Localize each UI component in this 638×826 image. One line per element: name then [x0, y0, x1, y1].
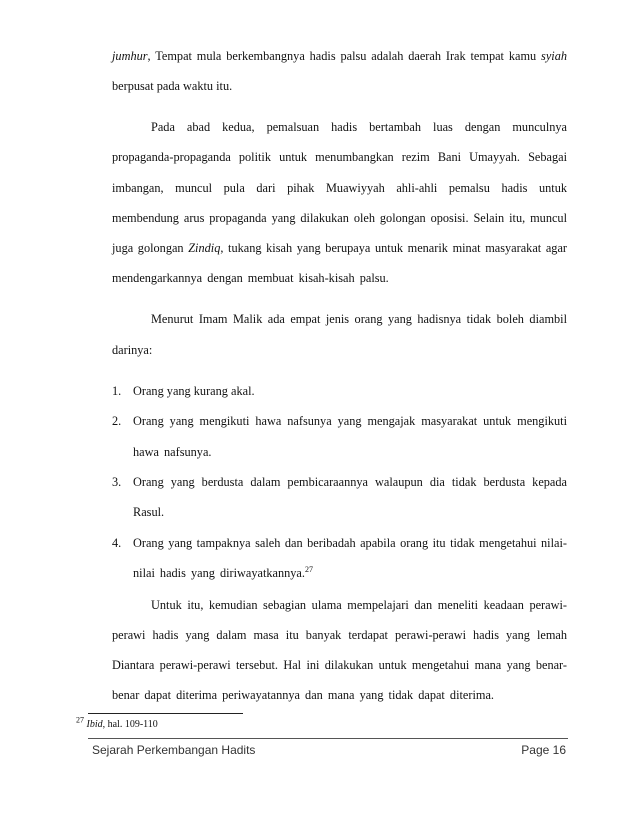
body-line-3: Pada abad kedua, pemalsuan hadis bertambah luas dengan munculnya	[151, 120, 567, 134]
footnote	[76, 715, 158, 731]
footer-rule	[88, 738, 568, 739]
list-item-3-line-1: Orang yang berdusta dalam pembicaraannya walaupun dia tidak berdusta kepada	[133, 475, 567, 489]
body-line-9: Menurut Imam Malik ada empat jenis orang yang hadisnya tidak boleh diambil	[151, 312, 567, 326]
list-item-3-line-2: Rasul.	[133, 505, 165, 519]
footer-page-number: Page 16	[521, 743, 566, 757]
body-line-1: jumhur, Tempat mula berkembangnya hadis palsu adalah daerah Irak tempat kamu syiah	[112, 49, 567, 63]
list-num-3: 3.	[112, 475, 122, 489]
body-line-14: benar dapat diterima periwayatannya dan mana yang tidak dapat diterima.	[112, 688, 494, 702]
list-item-4-line-1: Orang yang tampaknya saleh dan beribadah apabila orang itu tidak mengetahui nilai-	[133, 536, 567, 550]
body-line-4: propaganda-propaganda politik untuk menumbangkan rezim Bani Umayyah. Sebagai	[112, 150, 567, 164]
footer-title: Sejarah Perkembangan Hadits	[92, 743, 256, 757]
body-line-5: imbangan, muncul pula dari pihak Muawiyyah ahli-ahli pemalsu hadis untuk	[112, 181, 567, 195]
body-line-11: Untuk itu, kemudian sebagian ulama mempelajari dan meneliti keadaan perawi-	[151, 598, 567, 612]
footnote-pages: , hal. 109-110	[102, 719, 158, 730]
list-num-4: 4.	[112, 536, 122, 550]
term-syiah: syiah	[541, 49, 567, 63]
body-line-6: membendung arus propaganda yang dilakukan oleh golongan oposisi. Selain itu, muncul	[112, 211, 567, 225]
list-item-2-line-2: hawa nafsunya.	[133, 445, 212, 459]
body-line-7: juga golongan Zindiq, tukang kisah yang berupaya untuk menarik minat masyarakat agar	[112, 241, 567, 255]
term-zindiq: Zindiq	[188, 241, 221, 255]
footnote-source: Ibid	[86, 719, 103, 730]
footnote-ref[interactable]: 27	[304, 564, 313, 574]
body-line-8: mendengarkannya dengan membuat kisah-kisah palsu.	[112, 271, 389, 285]
footnote-marker: 27	[76, 715, 84, 725]
list-item-4-line-2: nilai hadis yang diriwayatkannya.$^{27}$	[133, 564, 313, 580]
body-line-2: berpusat pada waktu itu.	[112, 79, 233, 93]
term-jumhur: jumhur	[112, 49, 148, 63]
list-num-1: 1.	[112, 384, 122, 398]
list-item-1-line-1: Orang yang kurang akal.	[133, 384, 255, 398]
body-line-12: perawi hadis yang dalam masa itu banyak terdapat perawi-perawi hadis yang lemah	[112, 628, 567, 642]
list-num-2: 2.	[112, 414, 122, 428]
list-item-2-line-1: Orang yang mengikuti hawa nafsunya yang mengajak masyarakat untuk mengikuti	[133, 414, 567, 428]
footnote-separator	[88, 713, 243, 714]
body-line-10: darinya:	[112, 343, 153, 357]
body-line-13: Diantara perawi-perawi tersebut. Hal ini dilakukan untuk mengetahui mana yang benar-	[112, 658, 567, 672]
